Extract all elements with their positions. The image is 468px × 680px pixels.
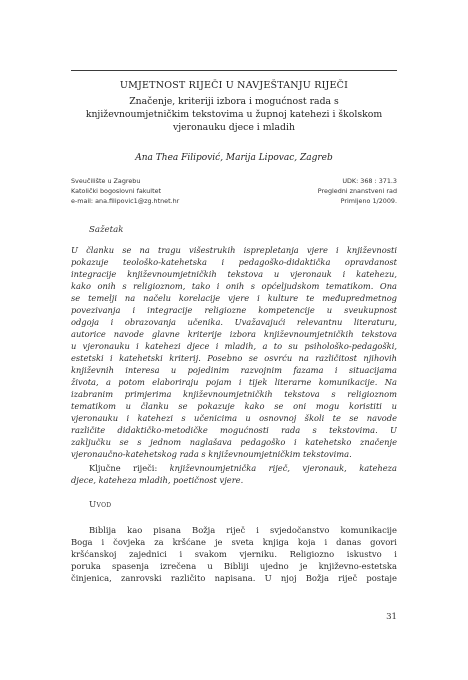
abstract-line: se temelji na načelu korelacije vjere i kulture te međupredmetnog	[71, 293, 397, 303]
keywords-text: djece, kateheza mladih, poetičnost vjere.	[71, 475, 244, 485]
abstract-line: pokazuje teološko-katehetska i pedagoško-didaktička opravdanost	[71, 257, 397, 267]
abstract-line: povezivanja i integracije religiozne kompetencije u sveukupnost	[71, 305, 397, 315]
subtitle-line: vjeronauku djece i mladih	[173, 122, 295, 133]
abstract-heading: Sažetak	[89, 225, 124, 235]
abstract-line: autorice navode glavne kriterije izbora književnoumjetničkih tekstova	[71, 329, 397, 339]
abstract-line: kako onih s religioznom, tako i onih s općeljudskom tematikom. Ona	[71, 281, 397, 291]
keywords-block	[71, 462, 397, 486]
subtitle-line: Značenje, kriteriji izbora i mogućnost rada s	[129, 96, 339, 107]
body-line: poruka spasenja izrečena u Bibliji ujedno je književno-estetska	[71, 561, 397, 571]
body-line: Biblija kao pisana Božja riječ i svjedočanstvo komunikacije	[89, 525, 397, 535]
keywords-label: Ključne riječi:	[89, 463, 158, 473]
page-number: 31	[386, 612, 397, 622]
keywords-line	[71, 462, 397, 474]
abstract-line: izabranim primjerima književnoumjetničkih tekstova s religioznom	[71, 389, 397, 399]
udk-code: UDK: 368 : 371.3	[342, 177, 397, 185]
affiliation-faculty: Katolički bogoslovni fakultet	[71, 187, 162, 195]
article-title: UMJETNOST RIJEČI U NAVJEŠTANJU RIJEČI	[119, 80, 349, 91]
abstract-line: različite didaktičko-metodičke mogućnosti rada s tekstovima. U	[71, 425, 397, 435]
intro-heading: Uvod	[89, 500, 112, 510]
title-block	[70, 79, 398, 134]
abstract-line: književnih interesa u pojedinim razvojnim fazama i situacijama	[71, 365, 397, 375]
abstract-line: vjeronaučno-katehetskog rada s književnoumjetničkim tekstovima.	[71, 449, 352, 459]
abstract-line: odgoja i obrazovanja učenika. Uvažavajući relevantnu literaturu,	[71, 317, 397, 327]
abstract-line: vjeronauku i katehezi s učenicima u osnovnoj školi te se navode	[71, 413, 397, 423]
article-subtitle	[70, 95, 398, 134]
abstract-line: integracije književnoumjetničkih tekstova u vjeronauk i katehezu,	[71, 269, 397, 279]
abstract-line: u vjeronauku i katehezi djece i mladih, a to su psihološko-pedagoški,	[71, 341, 397, 351]
article-authors: Ana Thea Filipović, Marija Lipovac, Zagreb	[135, 153, 333, 163]
paper-type: Pregledni znanstveni rad	[317, 187, 397, 195]
body-line: Boga i čovjeka za kršćane je sveta knjiga koja i danas govori	[71, 537, 397, 547]
author-email: e-mail: ana.filipovic1@zg.htnet.hr	[71, 197, 180, 205]
subtitle-line: književnoumjetničkim tekstovima u župnoj katehezi i školskom	[85, 109, 383, 120]
abstract-line: U članku se na tragu višestrukih isprepletanja vjere i književnosti	[71, 245, 397, 255]
abstract-line: estetski i katehetski kriterij. Posebno se osvrću na različitost njihovih	[71, 353, 397, 363]
abstract-line: zaključku se s jednom naglašava pedagoško i katehetsko značenje	[71, 437, 397, 447]
abstract-line: života, a potom elaboriraju pojam i tijek literarne komunikacije. Na	[71, 377, 397, 387]
article-metadata	[71, 176, 397, 206]
body-line: činjenica, zanrovski različito napisana. U njoj Božja riječ postaje	[71, 573, 397, 583]
header-rule	[71, 70, 397, 71]
affiliation-university: Sveučilište u Zagrebu	[71, 177, 141, 185]
abstract-line: tematikom u članku se pokazuje kako se oni mogu koristiti u	[71, 401, 397, 411]
keywords-text: književnoumjetnička riječ, vjeronauk, kateheza	[169, 463, 397, 473]
abstract-body	[71, 244, 397, 460]
received-date: Primljeno 1/2009.	[340, 197, 397, 205]
body-line: kršćanskoj zajednici i svakom vjerniku. Religiozno iskustvo i	[71, 549, 397, 559]
intro-body	[71, 524, 397, 584]
